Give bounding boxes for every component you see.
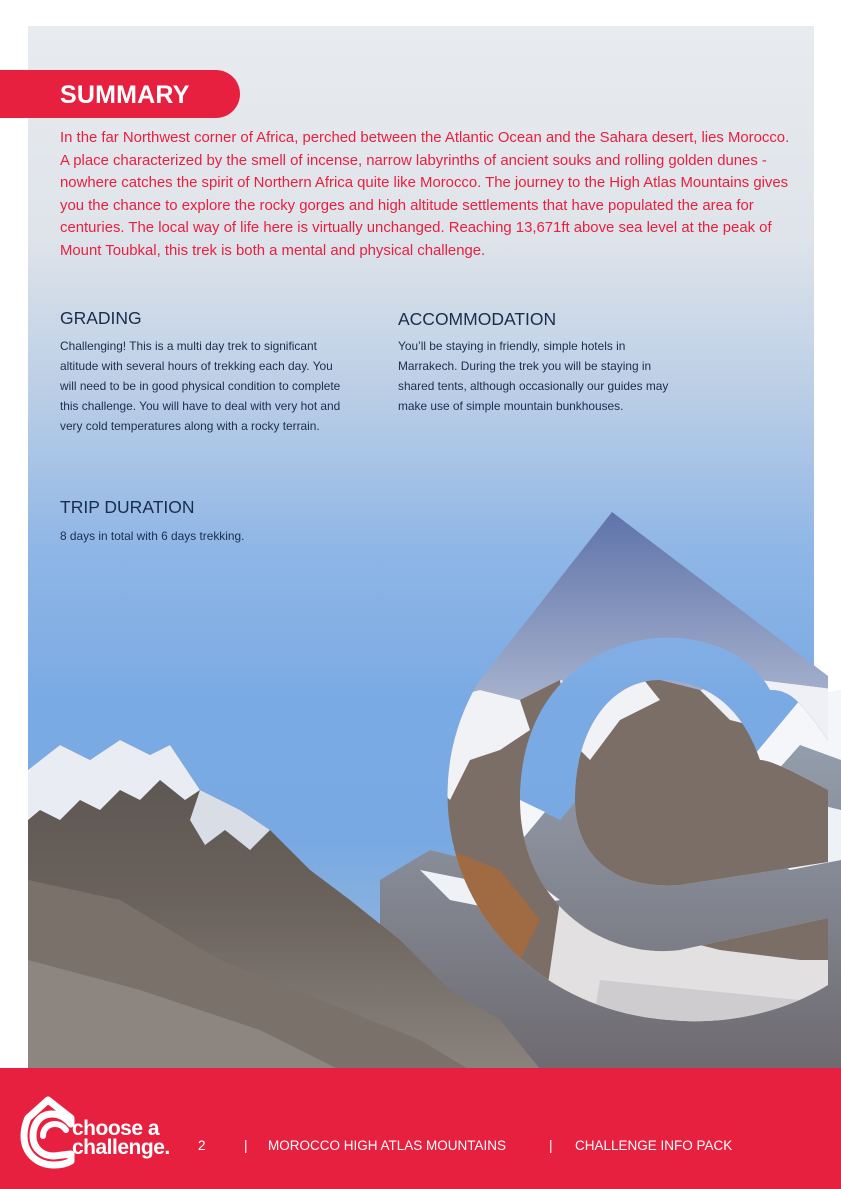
grading-text: Challenging! This is a multi day trek to significant altitude with several hours of trekking each day. You will need to be in good physical condition to complete this challenge. You will have to deal with very hot and very cold temperatures along with a rocky terrain. [60,339,341,433]
trip-duration-text: 8 days in total with 6 days trekking. [60,529,245,543]
footer-separator-2: | [549,1138,553,1153]
footer-logo-line1: choose a [72,1117,160,1140]
footer-separator: | [244,1138,248,1153]
trip-duration-heading: TRIP DURATION [60,497,195,517]
accommodation-heading: ACCOMMODATION [398,309,557,329]
grading-heading: GRADING [60,308,142,328]
summary-text: In the far Northwest corner of Africa, perched between the Atlantic Ocean and the Sahara desert, lies Morocco. A place characterized by the smell of incense, narrow labyrinths of ancient souks and rolling golden dunes - nowhere catches the spirit of Northern Africa quite like Morocco. The journey to the High Atlas Mountains gives you the chance to explore the rocky gorges and high altitude settlements that have populated the area for centuries. The local way of life here is virtually unchanged. Reaching 13,671ft above sea level at the peak of Mount Toubkal, this trek is both a mental and physical challenge. [60,130,790,259]
footer-logo-text [72,1119,170,1157]
accommodation-text: You’ll be staying in friendly, simple hotels in Marrakech. During the trek you will be staying in shared tents, although occasionally our guides may make use of simple mountain bunkhouses. [398,339,669,413]
footer-trip-name: MOROCCO HIGH ATLAS MOUNTAINS [268,1138,507,1153]
footer-logo-line2: challenge. [72,1136,170,1159]
summary-title: SUMMARY [60,81,190,109]
footer-pack-name: CHALLENGE INFO PACK [575,1138,733,1153]
choose-a-challenge-house-c-logo-icon [24,1100,71,1165]
footer-page-number: 2 [198,1138,206,1153]
